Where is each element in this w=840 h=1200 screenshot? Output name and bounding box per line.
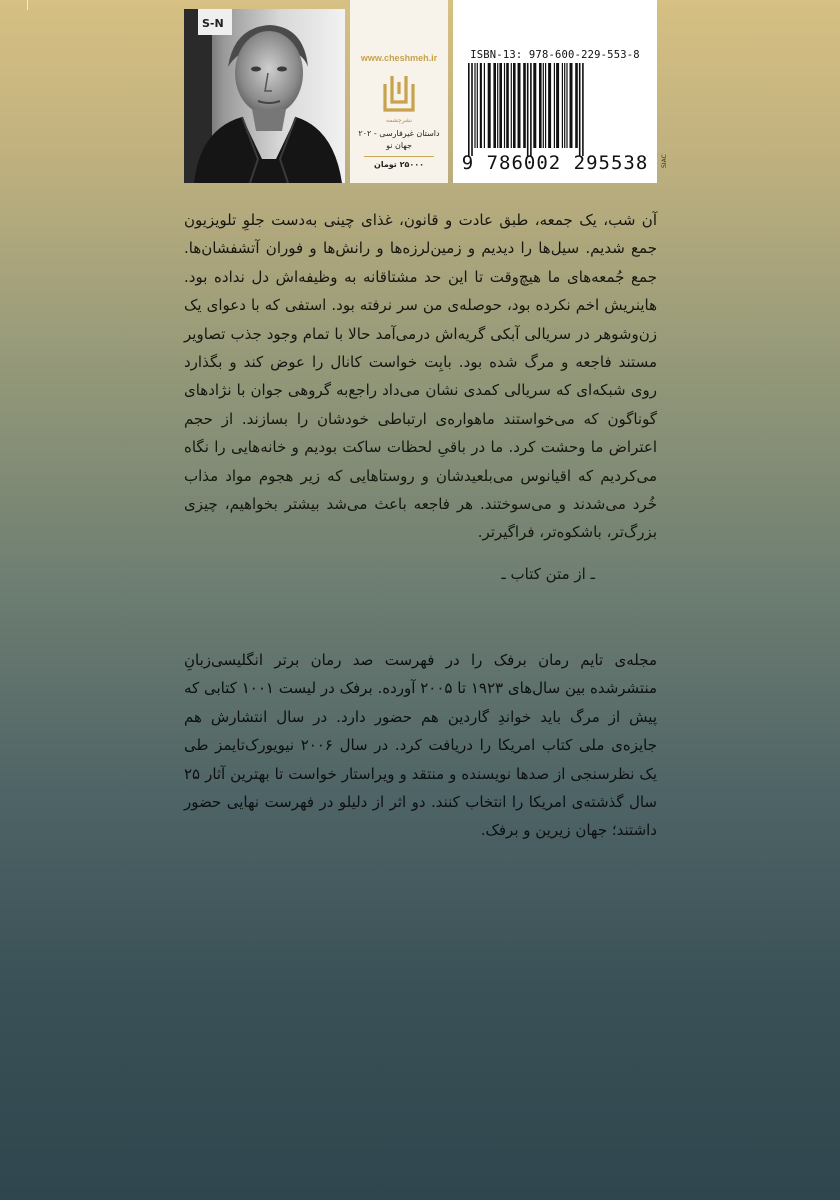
barcode-icon <box>466 63 646 156</box>
book-description: مجله‌ی تایم رمان برفک را در فهرست صد رمان برتر انگلیسی‌زبانِ منتشرشده بین سال‌های ۱۹۲۳ تا ۲۰۰۵ آورده. برفک در لیست ۱۰۰۱ کتابی که پیش از مرگ باید خواندِ گاردین هم حضور دارد. در سال انتشارش هم جایزه‌ی ملی کتاب امریکا را دریافت کرد. در سال ۲۰۰۶ نیویورک‌تایمز طی یک نظرسنجی از صدها نویسنده و منتقد و ویراستار خواست تا بهترین آثار ۲۵ سال گذشته‌ی امریکا را انتخاب کنند. دو اثر از دلیلو در فهرست نهایی حضور داشتند؛ جهان زیرین و برفک. <box>184 651 658 840</box>
barcode-digits: 9 786002 295538 <box>461 152 649 174</box>
isbn-label: ISBN-13: 978-600-229-553-8 <box>470 49 640 61</box>
series-line: جهان نو <box>386 141 412 150</box>
publisher-logo-icon <box>380 72 418 114</box>
publisher-card <box>350 0 448 183</box>
photo-sign-text: S-N <box>202 17 224 30</box>
crop-mark <box>27 0 28 10</box>
author-photo <box>184 9 345 183</box>
publisher-url[interactable]: www.cheshmeh.ir <box>360 53 438 63</box>
barcode-card <box>453 0 657 183</box>
series-line: داستان غیرفارسی - ۲۰۲ <box>358 129 440 138</box>
series-info <box>350 128 448 152</box>
price-label: ۲۵۰۰۰ تومان <box>373 160 424 169</box>
side-code: SIAC <box>661 154 668 168</box>
divider <box>364 156 434 157</box>
excerpt-attribution: ـ از متن کتاب ـ <box>501 565 595 583</box>
publisher-logo-label: نشرچشمه <box>385 117 413 124</box>
book-excerpt: آن شب، یک جمعه، طبق عادت و قانون، غذای چینی به‌دست جلوِ تلویزیون جمع شدیم. سیل‌ها را دیدیم و زمین‌لرزه‌ها و رانش‌ها و فوران آتشفشان‌ها. جمع جُمعه‌های ما هیچ‌وقت تا این حد مشتاقانه به وظیفه‌اش دل نداده بود. هاینریش اخم نکرده بود، حوصله‌ی من سر نرفته بود. استفی که با دعوای یک زن‌وشوهر در سریالی آبکی گریه‌اش درمی‌آمد حالا با تمام وجود جذب تصاویر مستند فاجعه و مرگ شده بود. بابِت خواست کانال را عوض کند و بگذارد روی شبکه‌ای که سریالی کمدی نشان می‌داد راجع‌به گروهی جوان با نژادهای گوناگون که می‌خواستند ماهواره‌ی ارتباطی خودشان را بسازند. از حجم اعتراض ما وحشت کرد. ما در باقیِ لحظات ساکت بودیم و خانه‌هایی را نگاه می‌کردیم که اقیانوس می‌بلعیدشان و روستاهایی که زیر هجوم مواد مذاب خُرد می‌شدند و می‌سوختند. هر فاجعه باعث می‌شد بیشتر بخواهیم، چیزی بزرگ‌تر، باشکوه‌تر، فراگیرتر. <box>184 211 657 542</box>
